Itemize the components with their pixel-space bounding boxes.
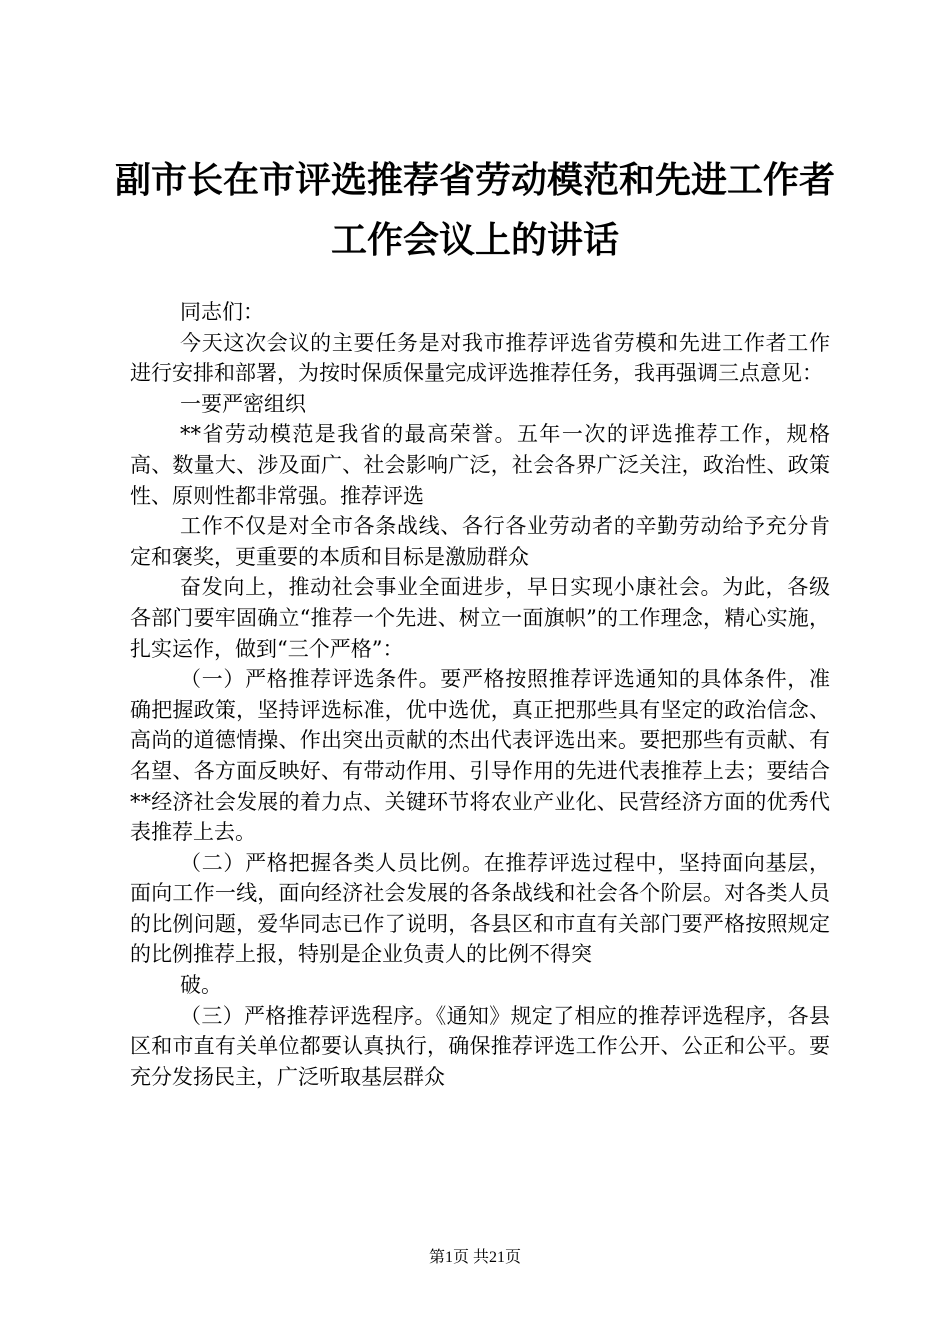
paragraph-intro: 今天这次会议的主要任务是对我市推荐评选省劳模和先进工作者工作进行安排和部署，为按时保质保量完成评选推荐任务，我再强调三点意见： — [130, 330, 830, 386]
paragraph: 奋发向上，推动社会事业全面进步，早日实现小康社会。为此，各级各部门要牢固确立“推荐一个先进、树立一面旗帜”的工作理念，精心实施，扎实运作，做到“三个严格”： — [130, 575, 830, 661]
paragraph: **省劳动模范是我省的最高荣誉。五年一次的评选推荐工作，规格高、数量大、涉及面广、社会影响广泛，社会各界广泛关注，政治性、政策性、原则性都非常强。推荐评选 — [130, 422, 830, 508]
salutation: 同志们： — [180, 300, 264, 324]
paragraph-item-1: （一）严格推荐评选条件。要严格按照推荐评选通知的具体条件，准确把握政策，坚持评选标准，优中选优，真正把那些具有坚定的政治信念、高尚的道德情操、作出突出贡献的杰出代表评选出来。要把那些有贡献、有名望、各方面反映好、有带动作用、引导作用的先进代表推荐上去；要结合**经济社会发展的着力点、关键环节将农业产业化、民营经济方面的优秀代表推荐上去。 — [130, 667, 830, 845]
paragraph: 工作不仅是对全市各条战线、各行各业劳动者的辛勤劳动给予充分肯定和褒奖，更重要的本质和目标是激励群众 — [130, 514, 830, 569]
page-number-footer: 第1页 共21页 — [428, 1249, 521, 1266]
paragraph: 破。 — [180, 973, 222, 998]
section-heading-1: 一要严密组织 — [180, 391, 306, 416]
paragraph-item-3: （三）严格推荐评选程序。《通知》规定了相应的推荐评选程序，各县区和市直有关单位都要认真执行，确保推荐评选工作公开、公正和公平。要充分发扬民主，广泛听取基层群众 — [130, 1003, 830, 1089]
paragraph-item-2: （二）严格把握各类人员比例。在推荐评选过程中，坚持面向基层，面向工作一线，面向经济社会发展的各条战线和社会各个阶层。对各类人员的比例问题，爱华同志已作了说明，各县区和市直有关部门要严格按照规定的比例推荐上报，特别是企业负责人的比例不得突 — [130, 850, 830, 967]
document-body — [130, 297, 830, 1092]
document-title-line-1: 副市长在市评选推荐省劳动模范和先进工作者 — [114, 159, 835, 201]
document-title-line-2: 工作会议上的讲话 — [330, 219, 619, 261]
